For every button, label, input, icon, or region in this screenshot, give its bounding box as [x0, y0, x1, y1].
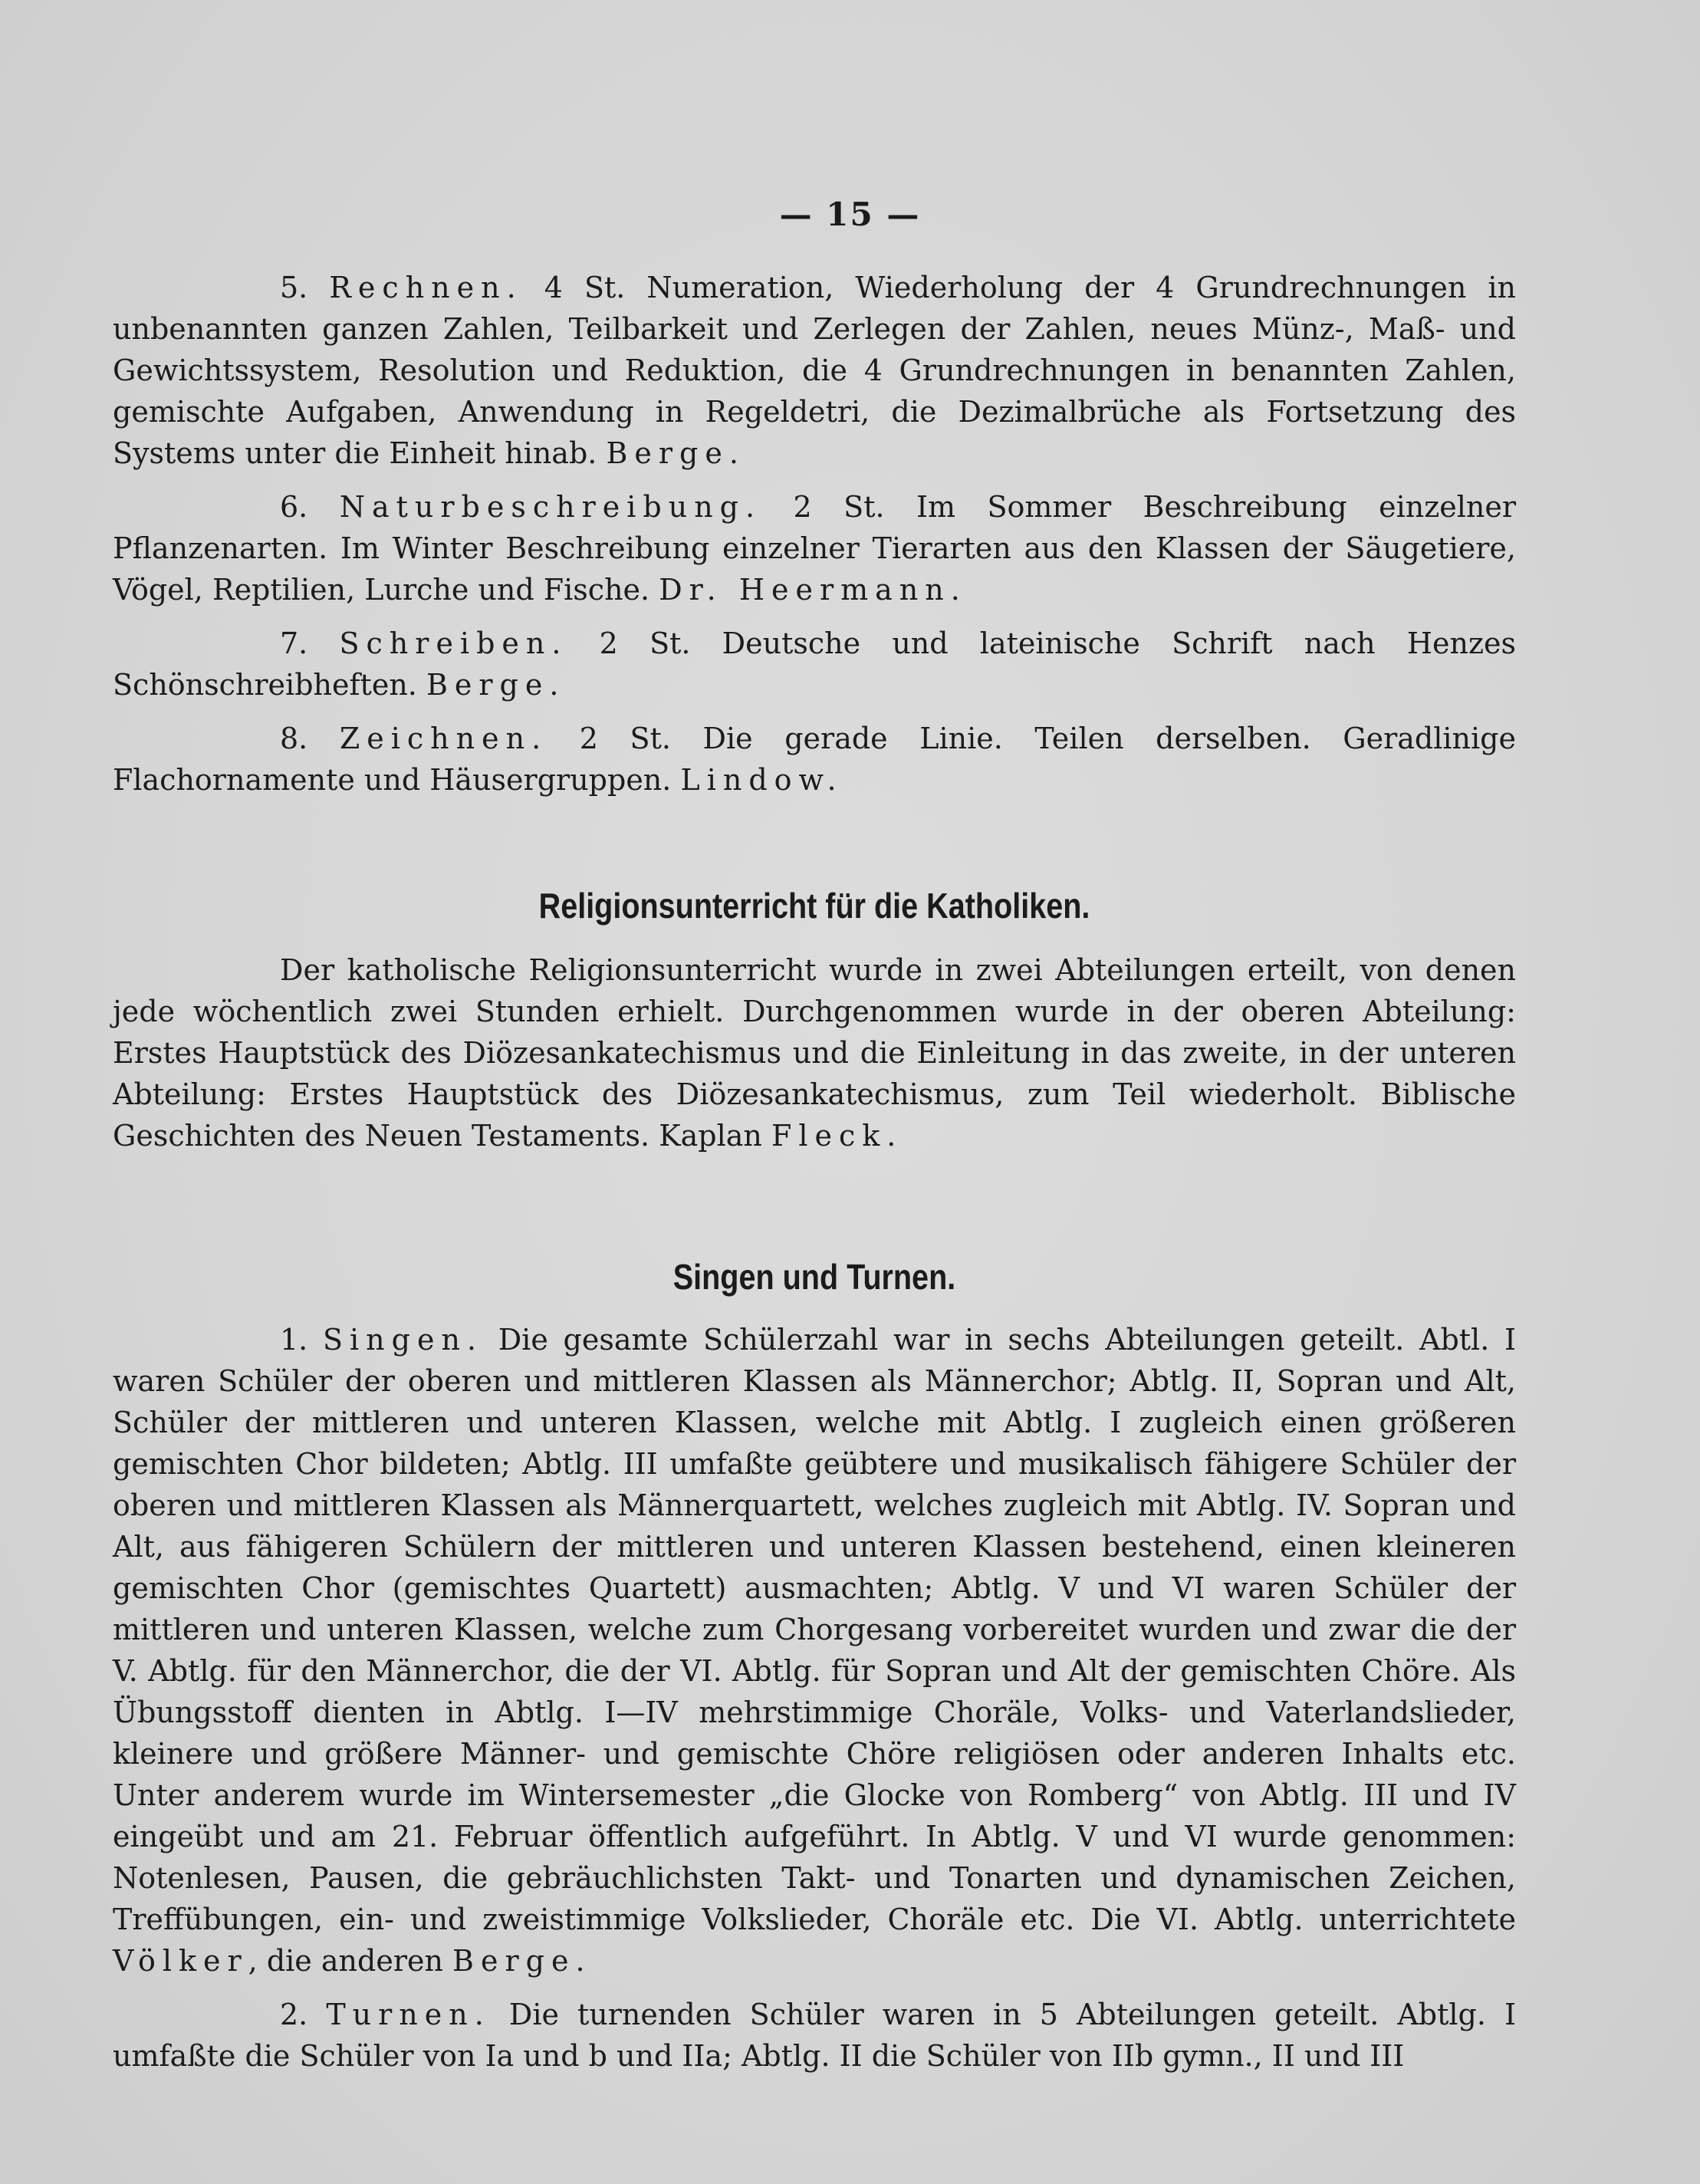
- subject-title: Naturbeschreibung.: [339, 490, 762, 524]
- page-content: [113, 267, 1516, 2077]
- item-body-middle: , die anderen: [248, 1944, 443, 1978]
- item-body: 4 St. Numeration, Wiederholung der 4 Grundrechnungen in unbenannten ganzen Zahlen, Teilbarkeit und Zerlegen der Zahlen, neues Münz-, Maß- und Gewichtssystem, Resolution und Reduktion, die 4 Grundrechnungen in benannten Zahlen, gemischte Aufgaben, Anwendung in Regeldetri, die Dezimalbrüche als Fortsetzung des Systems unter die Einheit hinab.: [113, 271, 1516, 470]
- item-number: 6.: [280, 490, 308, 524]
- paragraph-body: Der katholische Religionsunterricht wurde in zwei Abteilungen erteilt, von denen jede wöchentlich zwei Stunden erhielt. Durchgenommen wurde in der oberen Abteilung: Erstes Hauptstück des Diözesankatechismus und die Einleitung in das zweite, in der unteren Abteilung: Erstes Hauptstück des Diözesankatechismus, zum Teil wiederholt. Biblische Geschichten des Neuen Testaments. Kaplan: [113, 953, 1516, 1153]
- paragraph-religion: [113, 949, 1516, 1156]
- item-body: Die turnenden Schüler waren in 5 Abteilungen geteilt. Abtlg. I umfaßte die Schüler von Ia und b und IIa; Abtlg. II die Schüler von IIb gymn., II und III: [113, 1998, 1516, 2073]
- subject-title: Singen.: [322, 1323, 483, 1357]
- teacher-name: Dr. Heermann.: [659, 573, 967, 607]
- subject-title: Zeichnen.: [339, 722, 548, 755]
- subject-title: Rechnen.: [329, 271, 523, 304]
- teacher-name: Völker: [113, 1944, 248, 1978]
- teacher-name: Berge.: [452, 1944, 592, 1978]
- teacher-name: Lindow.: [680, 763, 843, 797]
- item-body: 2 St. Im Sommer Beschreibung einzelner Pflanzenarten. Im Winter Beschreibung einzelner Tierarten aus den Klassen der Säugetiere, Vögel, Reptilien, Lurche und Fische.: [113, 490, 1516, 607]
- item-number: 8.: [280, 722, 308, 755]
- item-number: 2.: [280, 1998, 308, 2031]
- teacher-name: Berge.: [426, 668, 566, 702]
- paragraph-turnen: [113, 1994, 1516, 2077]
- page-number: — 15 —: [779, 196, 921, 233]
- paragraph-zeichnen: [113, 718, 1516, 801]
- section-heading-singen-turnen: Singen und Turnen.: [672, 1257, 956, 1297]
- section-heading-religion: Religionsunterricht für die Katholiken.: [538, 886, 1090, 926]
- item-body: Die gesamte Schülerzahl war in sechs Abteilungen geteilt. Abtl. I waren Schüler der oberen und mittleren Klassen als Männerchor; Abtlg. II, Sopran und Alt, Schüler der mittleren und unteren Klassen, welche mit Abtlg. I zugleich einen größeren gemischten Chor bildeten; Abtlg. III umfaßte geübtere und musikalisch fähigere Schüler der oberen und mittleren Klassen als Männerquartett, welches zugleich mit Abtlg. IV. Sopran und Alt, aus fähigeren Schülern der mittleren und unteren Klassen bestehend, einen kleineren gemischten Chor (gemischtes Quartett) ausmachten; Abtlg. V und VI waren Schüler der mittleren und unteren Klassen, welche zum Chorgesang vorbereitet wurden und zwar die der V. Abtlg. für den Männerchor, die der VI. Abtlg. für Sopran und Alt der gemischten Chöre. Als Übungsstoff dienten in Abtlg. I—IV mehrstimmige Choräle, Volks- und Vaterlandslieder, kleinere und größere Männer- und gemischte Chöre religiösen oder anderen Inhalts etc. Unter anderem wurde im Wintersemester „die Glocke von Romberg“ von Abtlg. III und IV eingeübt und am 21. Februar öffentlich aufgeführt. In Abtlg. V und VI wurde genommen: Notenlesen, Pausen, die gebräuchlichsten Takt- und Tonarten und dynamischen Zeichen, Treffübungen, ein- und zweistimmige Volkslieder, Choräle etc. Die VI. Abtlg. unterrichtete: [113, 1323, 1516, 1936]
- paragraph-rechnen: [113, 267, 1516, 474]
- item-body: 2 St. Die gerade Linie. Teilen derselben. Geradlinige Flachornamente und Häusergruppen.: [113, 722, 1516, 797]
- teacher-name: Berge.: [606, 436, 745, 470]
- item-number: 5.: [280, 271, 308, 304]
- paragraph-singen: [113, 1319, 1516, 1982]
- item-body: 2 St. Deutsche und lateinische Schrift nach Henzes Schönschreibheften.: [113, 627, 1516, 702]
- teacher-name: Fleck.: [771, 1119, 903, 1153]
- item-number: 1.: [280, 1323, 308, 1357]
- item-number: 7.: [280, 627, 308, 660]
- paragraph-schreiben: [113, 623, 1516, 706]
- subject-title: Schreiben.: [339, 627, 568, 660]
- subject-title: Turnen.: [326, 1998, 491, 2031]
- paragraph-naturbeschreibung: [113, 486, 1516, 610]
